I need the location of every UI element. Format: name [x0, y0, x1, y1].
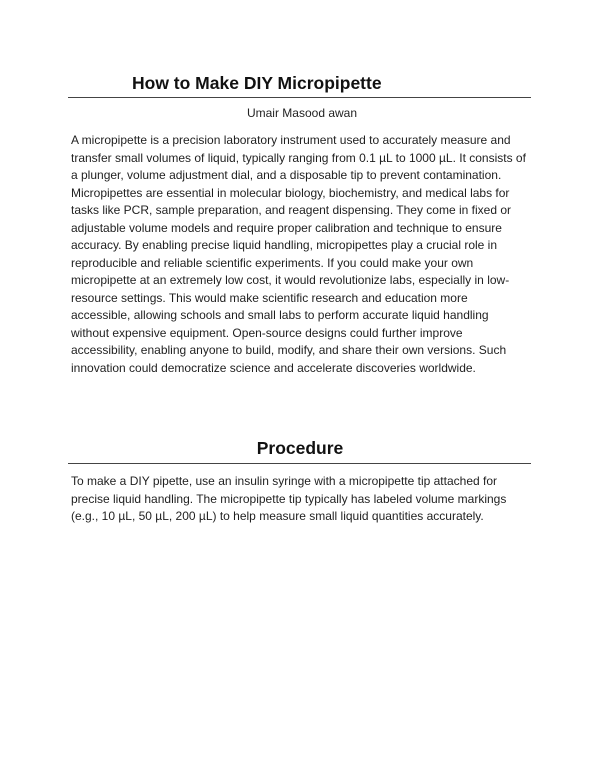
procedure-paragraph: To make a DIY pipette, use an insulin syringe with a micropipette tip attached for precise liquid handling. The micropipette tip typically has labeled volume markings (e.g., 10 µL, 50 µL, 200 µL) to help measure small liquid quantities accurately. [71, 474, 507, 523]
procedure-divider [68, 463, 531, 464]
intro-paragraph: A micropipette is a precision laboratory instrument used to accurately measure and transfer small volumes of liquid, typically ranging from 0.1 µL to 1000 µL. It consists of a plunger, volume adjustment dial, and a disposable tip to prevent contamination. Micropipettes are essential in molecular biology, biochemistry, and medical labs for tasks like PCR, sample preparation, and reagent dispensing. They come in fixed or adjustable volume models and require proper calibration and technique to ensure accuracy. By enabling precise liquid handling, micropipettes play a crucial role in reproducible and reliable scientific experiments. If you could make your own micropipette at an extremely low cost, it would revolutionize labs, especially in low-resource settings. This would make scientific research and education more accessible, allowing schools and small labs to perform accurate liquid handling without expensive equipment. Open-source designs could further improve accessibility, enabling anyone to build, modify, and share their own versions. Such innovation could democratize science and accelerate discoveries worldwide. [71, 133, 526, 375]
procedure-heading: Procedure [256, 438, 344, 458]
author-name: Umair Masood awan [246, 106, 358, 120]
title-divider [68, 97, 531, 98]
document-title: How to Make DIY Micropipette [132, 73, 382, 93]
